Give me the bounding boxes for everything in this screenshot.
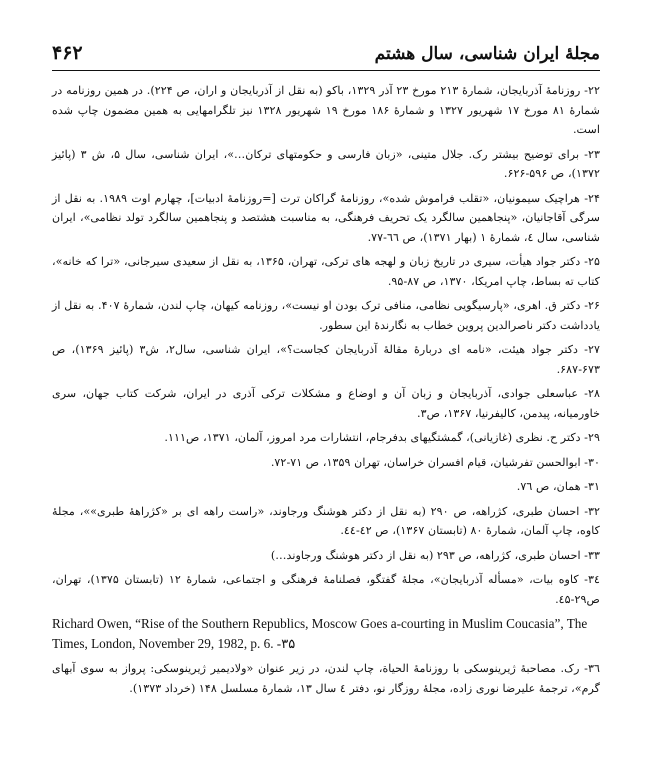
endnote-26: ۲۶- دکتر ق. اهری، «پارسیگویی نظامی، منافی ترک بودن او نیست»، روزنامه کیهان، چاپ لندن، شمارهٔ ۴۰۷. به نقل از یادداشت دکتر ناصرالدین پروین خطاب به نگارندهٔ این سطور. (52, 299, 601, 332)
endnote-23: ۲۳- برای توضیح بیشتر رک. جلال متینی، «زبان فارسی و حکومتهای ترکان…»، ایران شناسی، سال ۵، ش ۳ (پائیز ۱۳۷۲)، ص ۵۹۶-۶۲۶. (52, 147, 600, 180)
endnote-24: ۲۴- هراچیک سیمونیان، «تقلب فراموش شده»، روزنامهٔ گراکان ترت [=روزنامهٔ ادبیات]، چهارم اوت ۱۹۸۹. به نقل از سرگی آقاجانیان، «پنجاهمین سالگرد یک تحریف فرهنگی، به مناسبت هشتصد و پنجاهمین سالگرد تولد نظامی»، ایران شناسی، سال ٤، شمارهٔ ۱ (بهار ۱۳۷۱)، ص ٦٦-۷۷. (52, 191, 601, 244)
endnote-29: ۲۹- دکتر ح. نظری (غازیانی)، گمشتگیهای بدفرجام، انتشارات مرد امروز، آلمان، ۱۳۷۱، ص۱۱۱. (164, 431, 600, 444)
endnote-22: ۲۲- روزنامهٔ آذربایجان، شمارهٔ ۲۱۳ مورخ ۲۳ آذر ۱۳۲۹، باکو (به نقل از آذربایجان و اران، ص ۲۲۴). در همین روزنامه در شمارهٔ ۸۱ مورخ ۱۷ شهریور ۱۳۲۷ و شمارهٔ ۱۸۶ مورخ ۱۹ شهریور ۱۳۲۸ نیز تلگرامهایی به همین مضمون چاپ شده است. (52, 84, 600, 136)
endnotes-list (52, 81, 600, 698)
page-number: ۴۶۲ (52, 42, 83, 64)
endnote-25: ۲۵- دکتر جواد هیأت، سیری در تاریخ زبان و لهجه های ترکی، تهران، ۱۳۶۵، به نقل از سعیدی سیرجانی، «ترا که خانه»، کتاب ته بساط، چاپ امریکا، ۱۳۷۰، ص ۸۷-۹۵. (52, 255, 600, 288)
endnote-35 (52, 614, 600, 654)
endnote-33: ۳۳- احسان طبری، کژراهه، ص ۲۹۳ (به نقل از دکتر هوشنگ ورجاوند…) (270, 548, 600, 562)
endnote-35-number: ۳۵- (276, 636, 296, 651)
endnote-35-citation: Richard Owen, “Rise of the Southern Republics, Moscow Goes a-courting in Muslim Coucasia”, The Times, London, November 29, 1982, p. 6. (52, 616, 588, 651)
endnote-31: ۳۱- همان، ص ۷٦. (516, 480, 600, 493)
running-header (52, 42, 600, 71)
endnote-27: ۲۷- دکتر جواد هیئت، «نامه ای دربارهٔ مقالهٔ آذربایجان کجاست؟»، ایران شناسی، سال۲، ش۳ (پائیز ۱۳۶۹)، ص ۶۷۳-۶۸۷. (52, 343, 600, 376)
endnote-28: ۲۸- عباسعلی جوادی، آذربایجان و زبان آن و اوضاع و مشکلات ترکی آذری در ایران، شرکت کتاب جهان، سری خاورمیانه، پیدمن، کالیفرنیا، ۱۳۶۷، ص۳. (52, 387, 600, 420)
journal-title: مجلهٔ ایران شناسی، سال هشتم (374, 44, 600, 64)
endnote-30: ۳۰- ابوالحسن تفرشیان، قیام افسران خراسان، تهران ۱۳۵۹، ص ۷۱-۷۲. (270, 455, 600, 469)
endnote-34: ۳٤- کاوه بیات، «مسأله آذربایجان»، مجلهٔ گفتگو، فصلنامهٔ فرهنگی و اجتماعی، شمارهٔ ۱۲ (تابستان ۱۳۷۵)، تهران، ص۲۹-٤۵. (52, 573, 600, 606)
endnote-36: ۳٦- رک. مصاحبهٔ ژیرینوسکی با روزنامهٔ الحیاة، چاپ لندن، در زیر عنوان «ولادیمیر ژیرینوسکی: پرواز به سوی آبهای گرم»، ترجمهٔ علیرضا نوری زاده، مجلهٔ روزگار نو، دفتر ٤ سال ۱۳، شمارهٔ مسلسل ۱۴۸ (خرداد ۱۳۷۳). (52, 662, 600, 695)
endnote-32: ۳۲- احسان طبری، کژراهه، ص ۲۹۰ (به نقل از دکتر هوشنگ ورجاوند، «راست راهه ای بر «کژراههٔ طبری»»، مجلهٔ کاوه، چاپ آلمان، شمارهٔ ۸۰ (تابستان ۱۳۶۷)، ص ٤۲-٤٤. (52, 504, 600, 537)
